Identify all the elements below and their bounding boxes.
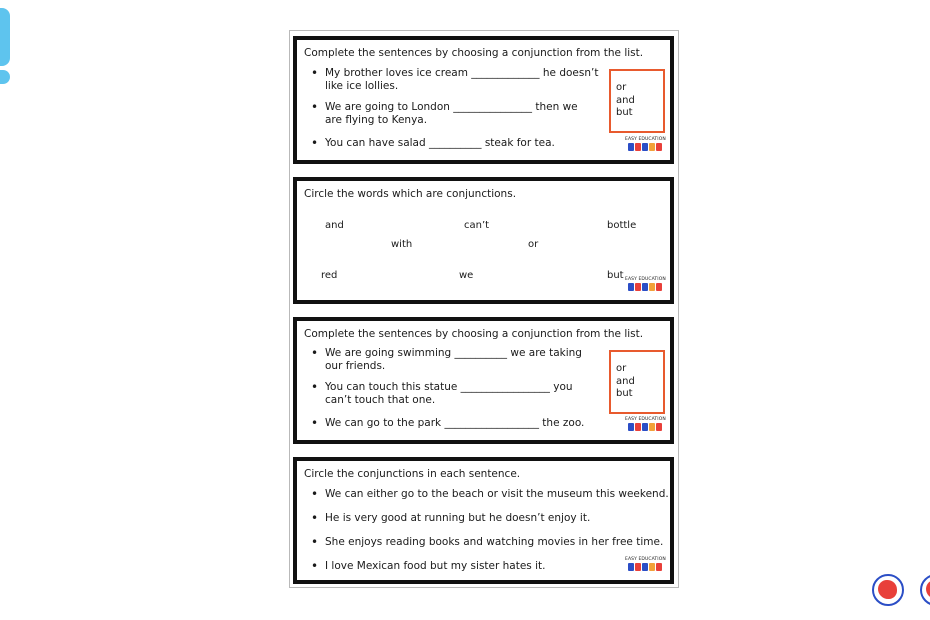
sticker-icon xyxy=(920,574,930,606)
side-decoration xyxy=(0,8,10,84)
conjunction-word-box xyxy=(609,69,665,133)
list-item: • We can go to the park __________________ the zoo. xyxy=(311,417,605,430)
sentence-list xyxy=(311,347,605,430)
word-red[interactable]: red xyxy=(321,270,338,281)
easy-education-logo: EASY EDUCATION xyxy=(625,137,665,155)
easy-education-logo: EASY EDUCATION xyxy=(625,417,665,435)
easy-education-logo: EASY EDUCATION xyxy=(625,277,665,295)
activity-card-4 xyxy=(293,457,674,584)
list-item: • We are going swimming __________ we are taking our friends. xyxy=(311,347,600,373)
word-option: or xyxy=(616,363,627,374)
word-we[interactable]: we xyxy=(459,270,474,281)
word-bottle[interactable]: bottle xyxy=(607,220,637,231)
conjunction-word-box xyxy=(609,350,665,414)
word-cant[interactable]: can’t xyxy=(464,220,490,231)
word-option: and xyxy=(616,375,635,387)
sentence-list xyxy=(311,67,605,150)
list-item: • He is very good at running but he doesn’t enjoy it. xyxy=(311,512,670,525)
list-item: • She enjoys reading books and watching movies in her free time. xyxy=(311,536,670,549)
word-and[interactable]: and xyxy=(325,220,344,231)
list-item: • We are going to London _______________ then we are flying to Kenya. xyxy=(311,101,595,127)
word-with[interactable]: with xyxy=(391,239,413,250)
list-item: • My brother loves ice cream _____________ he doesn’t like ice lollies. xyxy=(311,67,605,93)
card-title: Complete the sentences by choosing a conjunction from the list. xyxy=(304,47,644,59)
word-option: and xyxy=(616,94,635,106)
list-item: • We can either go to the beach or visit the museum this weekend. xyxy=(311,488,670,501)
list-item: • You can touch this statue _________________ you can’t touch that one. xyxy=(311,381,600,407)
word-but[interactable]: but xyxy=(607,270,624,281)
card-title: Circle the conjunctions in each sentence. xyxy=(304,468,521,480)
sentence-list xyxy=(311,488,670,573)
list-item: • You can have salad __________ steak for tea. xyxy=(311,137,605,150)
card-title: Circle the words which are conjunctions. xyxy=(304,188,517,200)
worksheet-page xyxy=(289,30,679,588)
activity-card-1 xyxy=(293,36,674,164)
word-option: but xyxy=(616,107,633,118)
list-item: • I love Mexican food but my sister hates it. xyxy=(311,560,625,573)
sticker-icon xyxy=(872,574,904,606)
activity-card-2 xyxy=(293,177,674,304)
easy-education-logo: EASY EDUCATION xyxy=(625,557,665,575)
word-or[interactable]: or xyxy=(528,239,539,250)
card-title: Complete the sentences by choosing a conjunction from the list. xyxy=(304,328,644,340)
activity-card-3 xyxy=(293,317,674,444)
word-option: or xyxy=(616,82,627,93)
word-option: but xyxy=(616,388,633,399)
